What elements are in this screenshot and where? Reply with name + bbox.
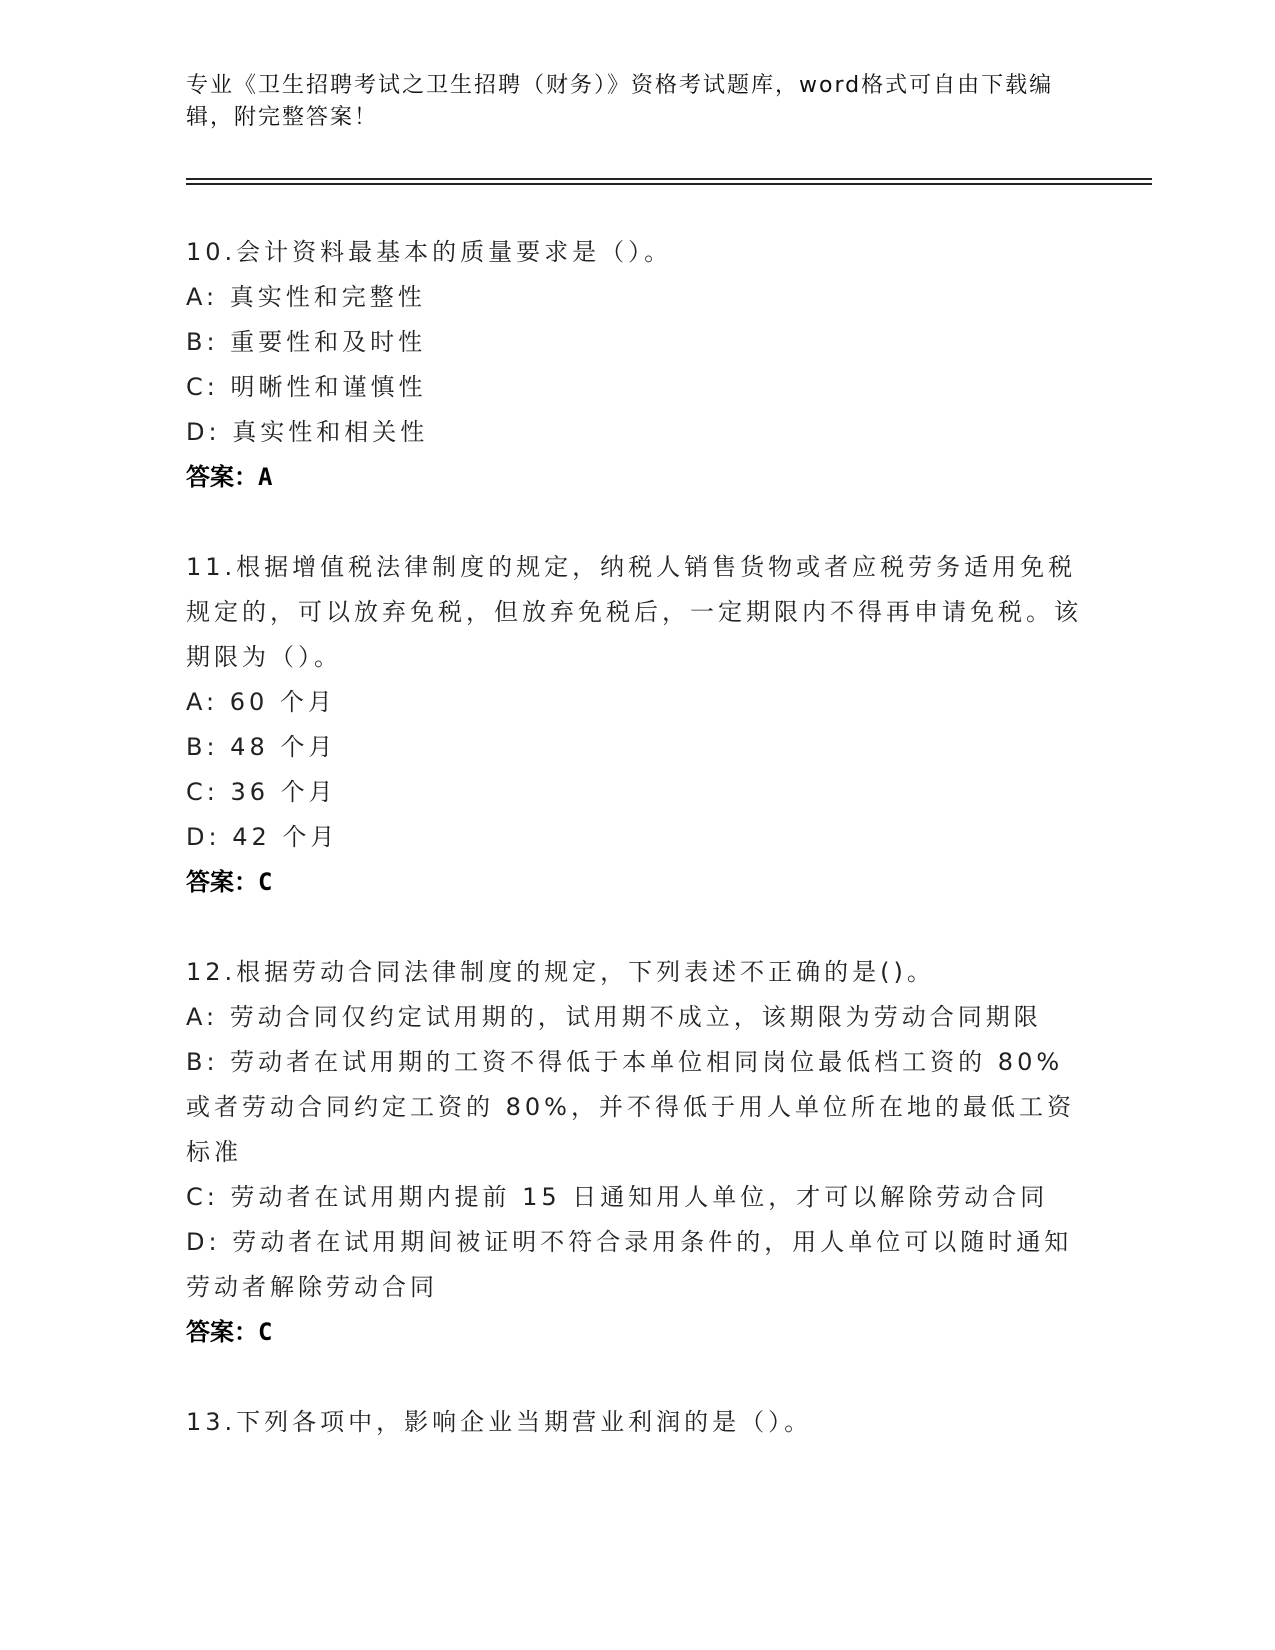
- document-header: 专业《卫生招聘考试之卫生招聘（财务）》资格考试题库，word格式可自由下载编辑，附完整答案！: [186, 73, 1054, 130]
- question-10: [186, 230, 1086, 500]
- option-b: B: 劳动者在试用期的工资不得低于本单位相同岗位最低档工资的 80%或者劳动合同约定工资的 80%，并不得低于用人单位所在地的最低工资标准: [186, 1048, 1075, 1166]
- header-divider-top: [186, 178, 1152, 180]
- answer: [186, 860, 1086, 905]
- option-b: B: 重要性和及时性: [186, 328, 427, 356]
- question-11: [186, 545, 1086, 905]
- answer-value: A: [258, 463, 273, 491]
- header-divider-bottom: [186, 183, 1152, 185]
- option-d: D: 42 个月: [186, 823, 339, 851]
- question-12: [186, 950, 1086, 1355]
- question-stem: 10.会计资料最基本的质量要求是（）。: [186, 238, 673, 266]
- option-c: C: 明晰性和谨慎性: [186, 373, 427, 401]
- option-c: C: 劳动者在试用期内提前 15 日通知用人单位，才可以解除劳动合同: [186, 1183, 1049, 1211]
- answer: [186, 455, 1086, 500]
- option-a: A: 劳动合同仅约定试用期的，试用期不成立，该期限为劳动合同期限: [186, 1003, 1042, 1031]
- option-d: D: 劳动者在试用期间被证明不符合录用条件的，用人单位可以随时通知劳动者解除劳动合同: [186, 1228, 1073, 1301]
- question-stem: 12.根据劳动合同法律制度的规定，下列表述不正确的是()。: [186, 958, 935, 986]
- question-stem: 13.下列各项中，影响企业当期营业利润的是（）。: [186, 1408, 813, 1436]
- question-13: [186, 1400, 1086, 1445]
- option-c: C: 36 个月: [186, 778, 337, 806]
- question-list: [186, 230, 1086, 1490]
- answer-label: 答案：: [186, 868, 258, 896]
- option-a: A: 真实性和完整性: [186, 283, 426, 311]
- answer: [186, 1310, 1086, 1355]
- option-d: D: 真实性和相关性: [186, 418, 429, 446]
- question-stem: 11.根据增值税法律制度的规定，纳税人销售货物或者应税劳务适用免税规定的，可以放弃免税，但放弃免税后，一定期限内不得再申请免税。该期限为（）。: [186, 553, 1082, 671]
- answer-value: C: [258, 868, 273, 896]
- answer-label: 答案：: [186, 463, 258, 491]
- answer-value: C: [258, 1318, 273, 1346]
- document-page: [186, 70, 1146, 134]
- option-b: B: 48 个月: [186, 733, 337, 761]
- answer-label: 答案：: [186, 1318, 258, 1346]
- option-a: A: 60 个月: [186, 688, 336, 716]
